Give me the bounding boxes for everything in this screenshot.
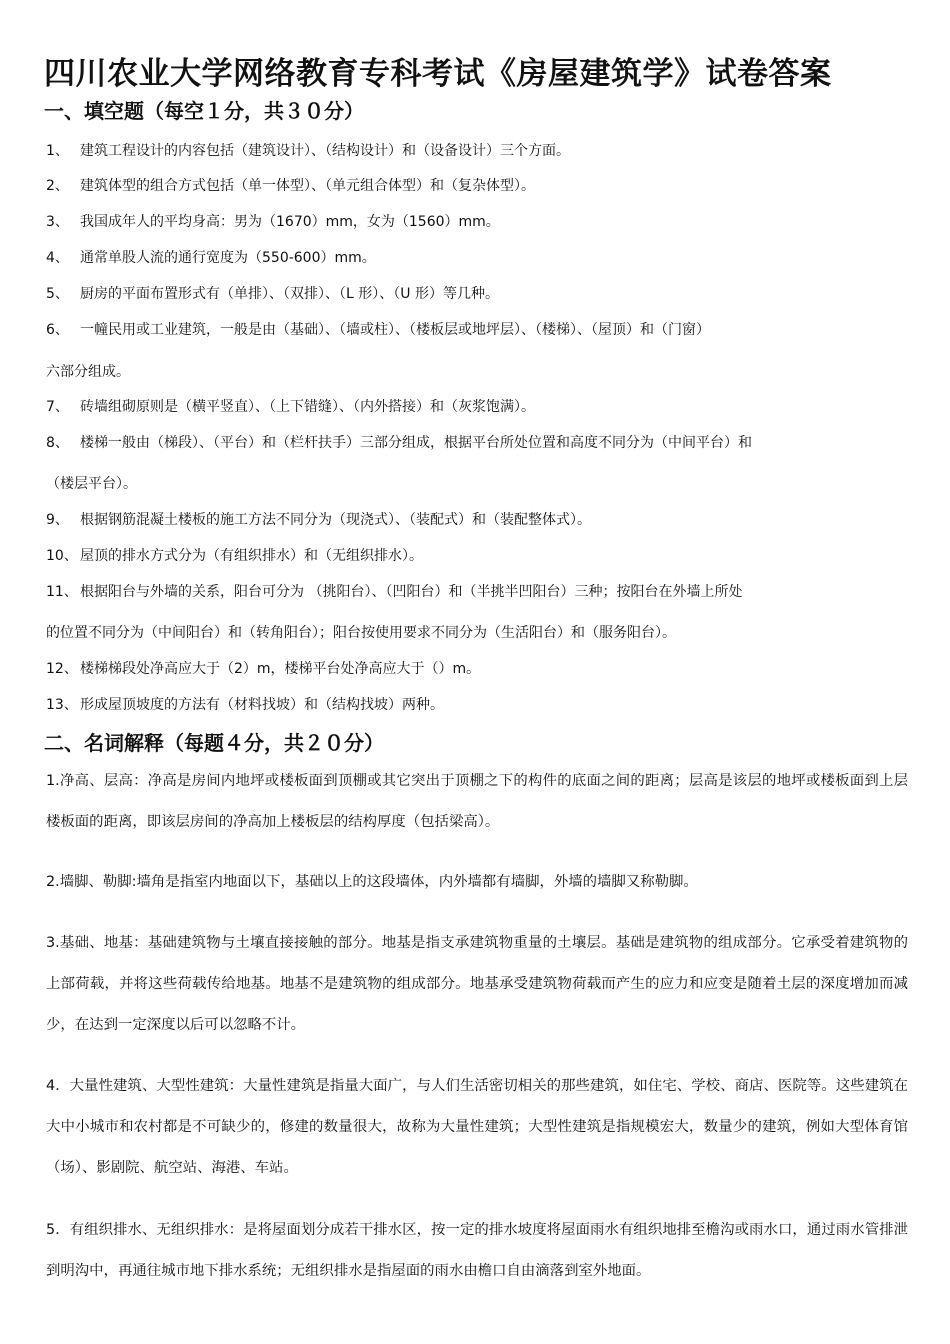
question-number: 7、 bbox=[46, 399, 69, 415]
question-11-continued: 的位置不同分为（中间阳台）和（转角阳台）；阳台按使用要求不同分为（生活阳台）和（服务阳台）。 bbox=[46, 625, 676, 641]
question-number: 6、 bbox=[46, 322, 69, 338]
question-3 bbox=[46, 202, 908, 243]
question-13 bbox=[46, 685, 908, 726]
question-8-continued: （楼层平台）。 bbox=[46, 476, 137, 492]
question-4 bbox=[46, 238, 908, 279]
question-6-continued: 六部分组成。 bbox=[46, 364, 130, 380]
question-text: 形成屋顶坡度的方法有（材料找坡）和（结构找坡）两种。 bbox=[80, 697, 444, 713]
question-12 bbox=[46, 649, 908, 690]
question-8 bbox=[46, 423, 908, 464]
question-6 bbox=[46, 310, 908, 351]
question-text: 楼梯一般由（梯段）、（平台）和（栏杆扶手）三部分组成，根据平台所处位置和高度不同分为（中间平台）和 bbox=[80, 435, 752, 451]
question-7 bbox=[46, 387, 908, 428]
question-number: 9、 bbox=[46, 512, 69, 528]
question-text: 砖墙组砌原则是（横平竖直）、（上下错缝）、（内外搭接）和（灰浆饱满）。 bbox=[80, 399, 535, 415]
document-title: 四川农业大学网络教育专科考试《房屋建筑学》试卷答案 bbox=[44, 56, 832, 92]
question-text: 根据阳台与外墙的关系，阳台可分为 （挑阳台）、（凹阳台）和（半挑半凹阳台）三种；按阳台在外墙上所处 bbox=[80, 584, 743, 600]
question-10 bbox=[46, 536, 908, 577]
section-heading-fill-blank: 一、填空题（每空１分，共３０分） bbox=[44, 99, 364, 123]
question-text: 通常单股人流的通行宽度为（550-600）mm。 bbox=[80, 250, 376, 266]
question-11 bbox=[46, 572, 908, 613]
question-text: 建筑体型的组合方式包括（单一体型）、（单元组合体型）和（复杂体型）。 bbox=[80, 178, 535, 194]
definition-5: 5．有组织排水、无组织排水：是将屋面划分成若干排水区，按一定的排水坡度将屋面雨水有组织地排至檐沟或雨水口，通过雨水管排泄到明沟中，再通往城市地下排水系统；无组织排水是指屋面的雨水由檐口自由滴落到室外地面。 bbox=[46, 1222, 908, 1279]
section-heading-definitions: 二、名词解释（每题４分，共２０分） bbox=[44, 731, 384, 755]
question-number: 1、 bbox=[46, 143, 69, 159]
question-number: 8、 bbox=[46, 435, 69, 451]
question-number: 2、 bbox=[46, 178, 69, 194]
question-text: 屋顶的排水方式分为（有组织排水）和（无组织排水）。 bbox=[80, 548, 423, 564]
question-9 bbox=[46, 500, 908, 541]
question-number: 12、 bbox=[46, 661, 78, 677]
question-number: 13、 bbox=[46, 697, 78, 713]
definition-1: 1.净高、层高：净高是房间内地坪或楼板面到顶棚或其它突出于顶棚之下的构件的底面之间的距离；层高是该层的地坪或楼板面到上层楼板面的距离，即该层房间的净高加上楼板层的结构厚度（包括梁高）。 bbox=[46, 773, 908, 830]
definition-4: 4．大量性建筑、大型性建筑：大量性建筑是指量大面广，与人们生活密切相关的那些建筑，如住宅、学校、商店、医院等。这些建筑在大中小城市和农村都是不可缺少的，修建的数量很大，故称为大量性建筑；大型性建筑是指规模宏大，数量少的建筑，例如大型体育馆（场）、影剧院、航空站、海港、车站。 bbox=[46, 1078, 908, 1176]
question-2 bbox=[46, 166, 908, 207]
question-text: 一幢民用或工业建筑，一般是由（基础）、（墙或柱）、（楼板层或地坪层）、（楼梯）、（屋顶）和（门窗） bbox=[80, 322, 710, 338]
question-text: 根据钢筋混凝土楼板的施工方法不同分为（现浇式）、（装配式）和（装配整体式）。 bbox=[80, 512, 591, 528]
question-number: 4、 bbox=[46, 250, 69, 266]
question-text: 建筑工程设计的内容包括（建筑设计）、（结构设计）和（设备设计）三个方面。 bbox=[80, 143, 570, 159]
question-number: 10、 bbox=[46, 548, 78, 564]
question-text: 我国成年人的平均身高：男为（1670）mm，女为（1560）mm。 bbox=[80, 214, 500, 230]
question-text: 楼梯梯段处净高应大于（2）m，楼梯平台处净高应大于（）m。 bbox=[80, 661, 481, 677]
question-number: 3、 bbox=[46, 214, 69, 230]
question-number: 11、 bbox=[46, 584, 78, 600]
definition-2: 2.墙脚、勒脚:墙角是指室内地面以下，基础以上的这段墙体，内外墙都有墙脚，外墙的墙脚又称勒脚。 bbox=[46, 874, 698, 890]
question-number: 5、 bbox=[46, 286, 69, 302]
definition-3: 3.基础、地基：基础建筑物与土壤直接接触的部分。地基是指支承建筑物重量的土壤层。基础是建筑物的组成部分。它承受着建筑物的上部荷载，并将这些荷载传给地基。地基不是建筑物的组成部分。地基承受建筑物荷载而产生的应力和应变是随着土层的深度增加而减少，在达到一定深度以后可以忽略不计。 bbox=[46, 935, 908, 1033]
question-text: 厨房的平面布置形式有（单排）、（双排）、（L 形）、（U 形）等几种。 bbox=[80, 286, 499, 302]
question-5 bbox=[46, 274, 908, 315]
